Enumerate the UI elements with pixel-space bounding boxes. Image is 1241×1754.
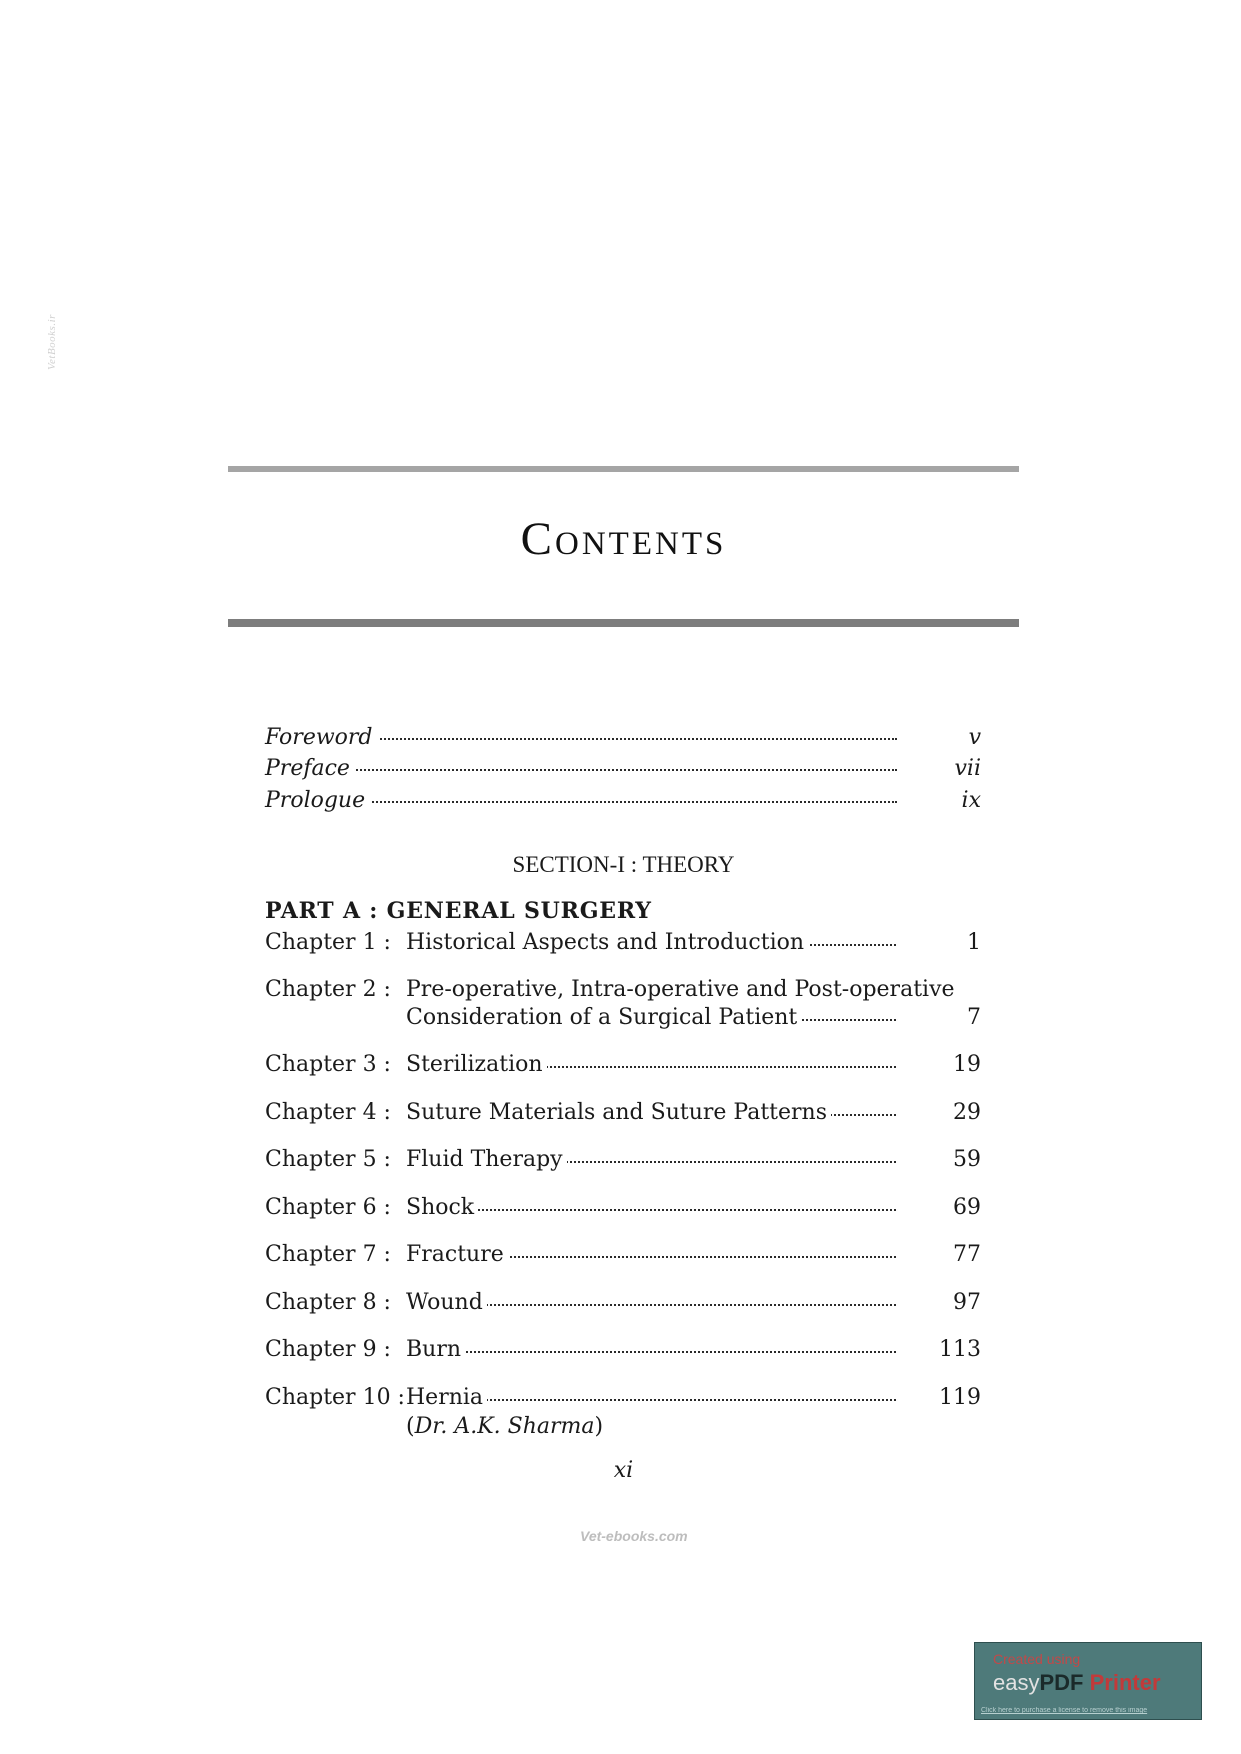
chapter-label: Chapter 2 : [265, 977, 391, 1002]
dot-leader [406, 1351, 896, 1353]
chapter-title-line-1: Pre-operative, Intra-operative and Post-operative [406, 977, 959, 1002]
toc-entry-label: Prologue [265, 788, 370, 813]
chapter-label: Chapter 3 : [265, 1052, 391, 1077]
chapter-title: Hernia [406, 1385, 487, 1410]
chapter-page: 69 [953, 1195, 981, 1220]
chapter-page: 1 [967, 930, 981, 955]
chapter-label: Chapter 4 : [265, 1100, 391, 1125]
chapter-page: 77 [953, 1242, 981, 1267]
chapter-title: Suture Materials and Suture Patterns [406, 1100, 831, 1125]
chapter-page: 119 [939, 1385, 981, 1410]
title-rule-bottom [228, 619, 1019, 627]
toc-entry-page: vii [954, 756, 981, 781]
badge-caption: Created using [993, 1651, 1081, 1667]
toc-entry-label: Foreword [265, 725, 378, 750]
badge-license-link[interactable]: Click here to purchase a license to remove this image [981, 1707, 1148, 1714]
chapter-page: 97 [953, 1290, 981, 1315]
page-title: Contents [520, 513, 727, 565]
toc-entry-foreword[interactable] [265, 725, 981, 755]
chapter-label: Chapter 5 : [265, 1147, 391, 1172]
chapter-label: Chapter 8 : [265, 1290, 391, 1315]
toc-entry-page: v [968, 725, 981, 750]
author-name: Dr. A.K. Sharma [414, 1414, 595, 1439]
dot-leader [265, 769, 897, 771]
chapter-title-line-2: Consideration of a Surgical Patient [406, 1005, 801, 1030]
title-rule-top [228, 466, 1019, 472]
chapter-author: (Dr. A.K. Sharma) [406, 1414, 604, 1439]
toc-entry-page: ix [961, 788, 981, 813]
chapter-title: Wound [406, 1290, 487, 1315]
chapter-page: 29 [953, 1100, 981, 1125]
toc-entry-preface[interactable] [265, 756, 981, 786]
chapter-title: Burn [406, 1337, 465, 1362]
footer-logo: Vet-ebooks.com [580, 1528, 688, 1544]
chapter-page: 7 [967, 1005, 981, 1030]
chapter-label: Chapter 1 : [265, 930, 391, 955]
dot-leader [406, 1209, 896, 1211]
chapter-title: Historical Aspects and Introduction [406, 930, 808, 955]
chapter-label: Chapter 7 : [265, 1242, 391, 1267]
toc-entry-prologue[interactable] [265, 788, 981, 818]
chapter-title: Fluid Therapy [406, 1147, 567, 1172]
part-heading: PART A : GENERAL SURGERY [265, 898, 652, 924]
badge-brand: easyPDF Printer [993, 1670, 1161, 1695]
side-watermark: VetBooks.ir [46, 314, 58, 370]
easypdf-badge[interactable] [974, 1642, 1202, 1720]
chapter-title: Fracture [406, 1242, 508, 1267]
page-number: xi [613, 1458, 634, 1483]
toc-entry-label: Preface [265, 756, 355, 781]
chapter-page: 113 [939, 1337, 981, 1362]
chapter-title: Shock [406, 1195, 478, 1220]
chapter-label: Chapter 9 : [265, 1337, 391, 1362]
chapter-label: Chapter 6 : [265, 1195, 391, 1220]
chapter-page: 59 [953, 1147, 981, 1172]
chapter-label: Chapter 10 : [265, 1385, 405, 1410]
chapter-page: 19 [953, 1052, 981, 1077]
section-heading: SECTION-I : THEORY [512, 852, 735, 877]
chapter-title: Sterilization [406, 1052, 547, 1077]
